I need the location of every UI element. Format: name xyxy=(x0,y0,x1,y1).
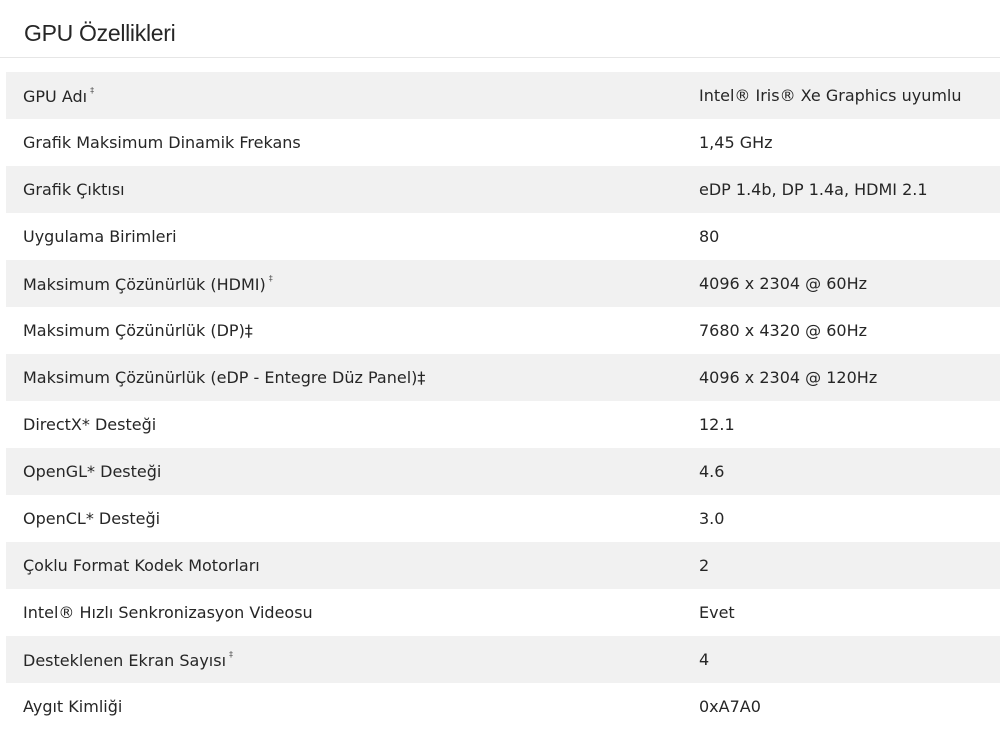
spec-row-max-resolution-hdmi xyxy=(6,260,1000,307)
spec-value: 4.6 xyxy=(699,462,725,481)
spec-label-text: Intel® Hızlı Senkronizasyon Videosu xyxy=(23,603,313,622)
spec-row-opencl-support xyxy=(6,495,1000,542)
spec-label xyxy=(6,368,699,387)
spec-value: Intel® Iris® Xe Graphics uyumlu xyxy=(699,86,962,105)
spec-label-text: Çoklu Format Kodek Motorları xyxy=(23,556,260,575)
spec-label-text: GPU Adı xyxy=(23,86,88,106)
spec-label-text: Maksimum Çözünürlük (DP)‡ xyxy=(23,321,253,340)
spec-label-text: Uygulama Birimleri xyxy=(23,227,177,246)
spec-label-text: Maksimum Çözünürlük (eDP - Entegre Düz Panel)‡ xyxy=(23,368,426,387)
spec-label-text: Maksimum Çözünürlük (HDMI) xyxy=(23,274,266,294)
spec-row-max-dynamic-frequency xyxy=(6,119,1000,166)
spec-row-device-id xyxy=(6,683,1000,730)
spec-row-max-resolution-edp xyxy=(6,354,1000,401)
spec-row-quick-sync-video xyxy=(6,589,1000,636)
spec-label-text: OpenCL* Desteği xyxy=(23,509,161,528)
spec-label xyxy=(6,180,699,199)
spec-label xyxy=(6,274,699,294)
spec-value: 4096 x 2304 @ 120Hz xyxy=(699,368,878,387)
spec-label-text: Grafik Maksimum Dinamik Frekans xyxy=(23,133,301,152)
spec-row-execution-units xyxy=(6,213,1000,260)
spec-row-displays-supported xyxy=(6,636,1000,683)
spec-label xyxy=(6,603,699,622)
spec-label xyxy=(6,86,699,106)
spec-row-multi-format-codec-engines xyxy=(6,542,1000,589)
footnote-mark[interactable]: ‡ xyxy=(90,85,95,95)
spec-value: 0xA7A0 xyxy=(699,697,761,716)
spec-value: 12.1 xyxy=(699,415,735,434)
spec-label xyxy=(6,462,699,481)
spec-label-text: OpenGL* Desteği xyxy=(23,462,162,481)
spec-label-text: Grafik Çıktısı xyxy=(23,180,125,199)
spec-row-directx-support xyxy=(6,401,1000,448)
spec-value: 4096 x 2304 @ 60Hz xyxy=(699,274,868,293)
spec-value: 2 xyxy=(699,556,710,575)
spec-label xyxy=(6,650,699,670)
spec-value: 4 xyxy=(699,650,710,669)
spec-label-text: Aygıt Kimliği xyxy=(23,697,123,716)
section-title: GPU Özellikleri xyxy=(0,0,1000,58)
spec-row-graphics-output xyxy=(6,166,1000,213)
spec-label xyxy=(6,133,699,152)
spec-label-text: Desteklenen Ekran Sayısı xyxy=(23,650,227,670)
gpu-spec-table xyxy=(6,72,1000,730)
spec-label xyxy=(6,227,699,246)
spec-label-text: DirectX* Desteği xyxy=(23,415,157,434)
spec-row-max-resolution-dp xyxy=(6,307,1000,354)
spec-value: 3.0 xyxy=(699,509,725,528)
spec-value: 1,45 GHz xyxy=(699,133,773,152)
footnote-mark[interactable]: ‡ xyxy=(268,273,273,283)
spec-row-opengl-support xyxy=(6,448,1000,495)
spec-value: 80 xyxy=(699,227,720,246)
spec-label xyxy=(6,509,699,528)
spec-label xyxy=(6,321,699,340)
spec-label xyxy=(6,556,699,575)
spec-row-gpu-name xyxy=(6,72,1000,119)
spec-value: 7680 x 4320 @ 60Hz xyxy=(699,321,868,340)
footnote-mark[interactable]: ‡ xyxy=(229,649,234,659)
spec-value: Evet xyxy=(699,603,735,622)
spec-label xyxy=(6,697,699,716)
spec-label xyxy=(6,415,699,434)
spec-value: eDP 1.4b, DP 1.4a, HDMI 2.1 xyxy=(699,180,928,199)
